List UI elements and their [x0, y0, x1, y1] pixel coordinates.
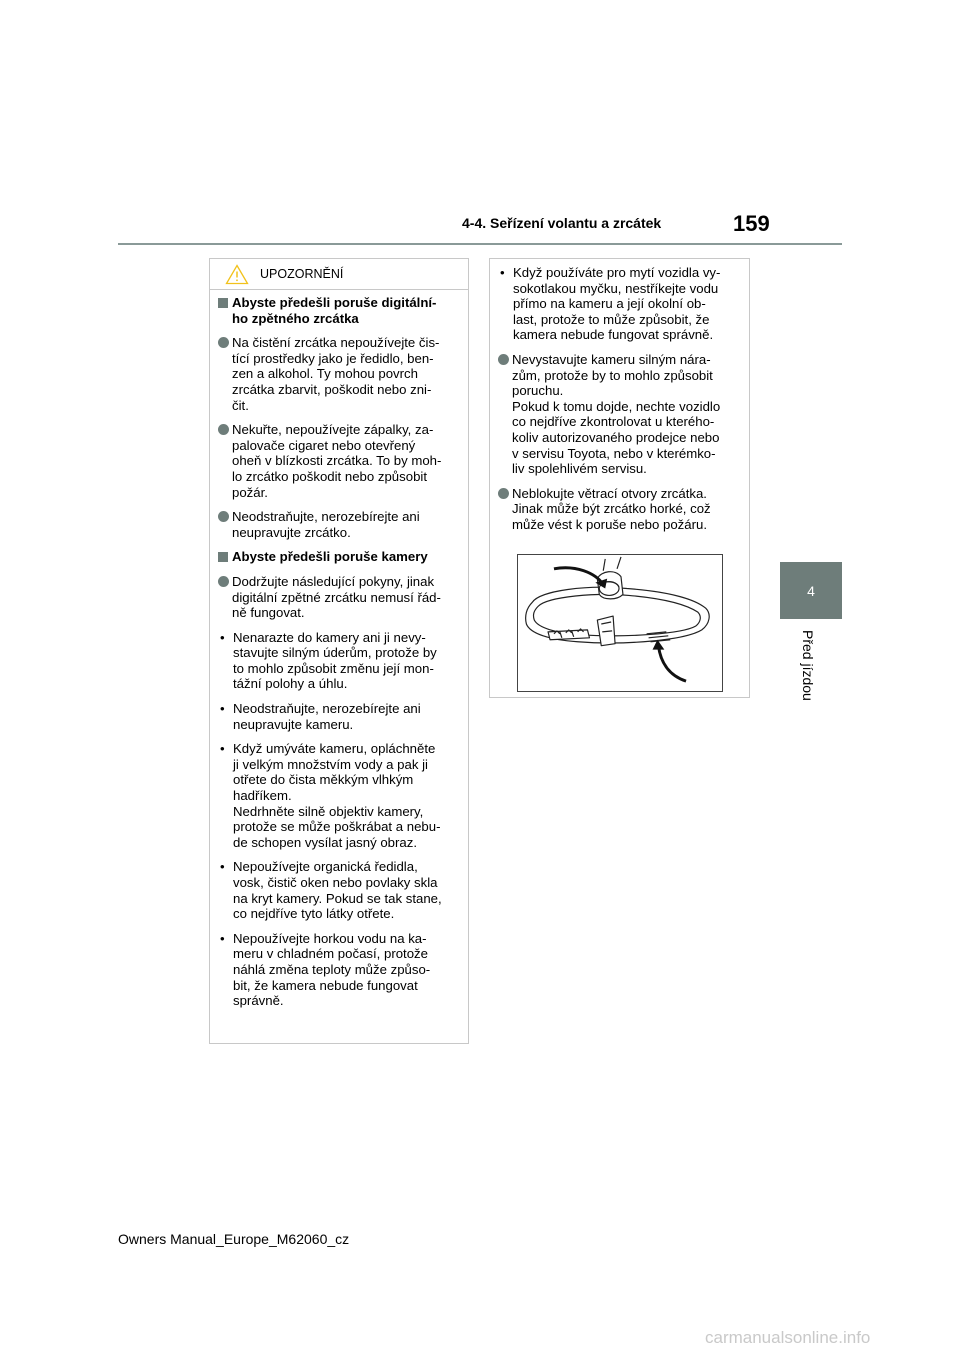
warning-label: UPOZORNĚNÍ — [260, 267, 344, 281]
bullet-dot-icon: • — [220, 701, 225, 717]
item-text: Dodržujte následující pokyny, jinak digitální zpětné zrcátku nemusí řád- ně fungovat. — [232, 573, 441, 621]
item-text: Neodstraňujte, nerozebírejte ani neupravujte kameru. — [233, 701, 421, 732]
bullet-dot-icon: • — [500, 265, 505, 280]
circle-list-item — [498, 486, 741, 533]
item-text: Na čistění zrcátka nepoužívejte čis- tící prostředky jako je ředidlo, ben- zen a alkohol. Ty mohou povrch zrcátka zbarvit, poškodit nebo zni- čit. — [232, 335, 440, 413]
bullet-dot-icon: • — [220, 741, 225, 757]
watermark: carmanualsonline.info — [705, 1328, 871, 1347]
item-text: Abyste předešli poruše digitální- ho zpětného zrcátka — [232, 295, 437, 326]
header-rule — [118, 243, 842, 245]
item-text: Nenarazte do kamery ani ji nevy- stavujte silným úderům, protože by to mohlo způsobit změnu její mon- tážní polohy a úhlu. — [233, 629, 437, 692]
bullet-list-item — [218, 701, 460, 732]
item-text: Nevystavujte kameru silným nára- zům, protože by to mohlo způsobit poruchu. Pokud k tomu dojde, nechte vozidlo co nejdříve zkontrolovat u kterého- koliv autorizovaného prodejce nebo v servisu Toyota, nebo v kterémko- liv spolehlivém servisu. — [512, 351, 721, 477]
circle-bullet-icon — [218, 511, 229, 522]
circle-list-item — [218, 509, 460, 540]
bullet-list-item — [218, 931, 460, 1009]
warning-box-left — [209, 258, 469, 1044]
circle-bullet-icon — [498, 354, 509, 365]
bullet-dot-icon: • — [220, 930, 225, 946]
circle-list-item — [498, 352, 741, 477]
chapter-tab[interactable] — [780, 562, 842, 619]
square-bullet-icon — [218, 298, 228, 308]
chapter-label: Před jízdou — [800, 630, 816, 701]
circle-bullet-icon — [218, 424, 229, 435]
warning-content-left — [210, 290, 468, 1009]
rearview-mirror-illustration — [517, 554, 723, 692]
item-text: Neodstraňujte, nerozebírejte ani neupravujte zrcátko. — [232, 509, 420, 540]
circle-list-item — [218, 574, 460, 621]
item-text: Neblokujte větrací otvory zrcátka. Jinak může být zrcátko horké, což může vést k poruše nebo požáru. — [512, 485, 711, 532]
bullet-list-item — [218, 741, 460, 850]
square-bullet-icon — [218, 552, 228, 562]
item-text: Nepoužívejte horkou vodu na ka- meru v chladném počasí, protože náhlá změna teploty může způso- bit, že kamera nebude fungovat správně. — [233, 930, 431, 1009]
page-number: 159 — [733, 211, 770, 236]
warning-content-right — [490, 259, 749, 533]
bullet-dot-icon: • — [220, 629, 225, 645]
circle-list-item — [218, 422, 460, 500]
item-text: Abyste předešli poruše kamery — [232, 549, 428, 565]
bullet-list-item — [218, 630, 460, 692]
circle-bullet-icon — [218, 337, 229, 348]
item-text: Když používáte pro mytí vozidla vy- sokotlakou myčku, nestříkejte vodu přímo na kameru a její okolní ob- last, protože to může způsobit, že kamera nebude fungovat správně. — [513, 265, 721, 343]
circle-bullet-icon — [498, 488, 509, 499]
circle-bullet-icon — [218, 576, 229, 587]
subheading — [218, 295, 460, 326]
item-text: Když umýváte kameru, opláchněte ji velkým množstvím vody a pak ji otřete do čista měkkým vlhkým hadříkem. Nedrhněte silně objektiv kamery, protože se může poškrábat a nebu- de schopen vysílat jasný obraz. — [233, 741, 441, 850]
item-text: Nepoužívejte organická ředidla, vosk, čistič oken nebo povlaky skla na kryt kamery. Pokud se tak stane, co nejdříve tyto látky otřete. — [233, 859, 442, 922]
bullet-dot-icon: • — [220, 859, 225, 875]
bullet-list-item — [498, 265, 741, 343]
chapter-number: 4 — [807, 582, 815, 599]
subheading — [218, 549, 460, 565]
warning-triangle-icon — [225, 264, 249, 285]
section-title: 4-4. Seřízení volantu a zrcátek — [462, 215, 662, 231]
warning-header — [210, 259, 468, 290]
circle-list-item — [218, 335, 460, 413]
footer-text: Owners Manual_Europe_M62060_cz — [118, 1231, 350, 1247]
item-text: Nekuřte, nepoužívejte zápalky, za- palovače cigaret nebo otevřený oheň v blízkosti zrcátka. To by moh- lo zrcátko poškodit nebo způsobit požár. — [232, 422, 442, 500]
bullet-list-item — [218, 859, 460, 921]
